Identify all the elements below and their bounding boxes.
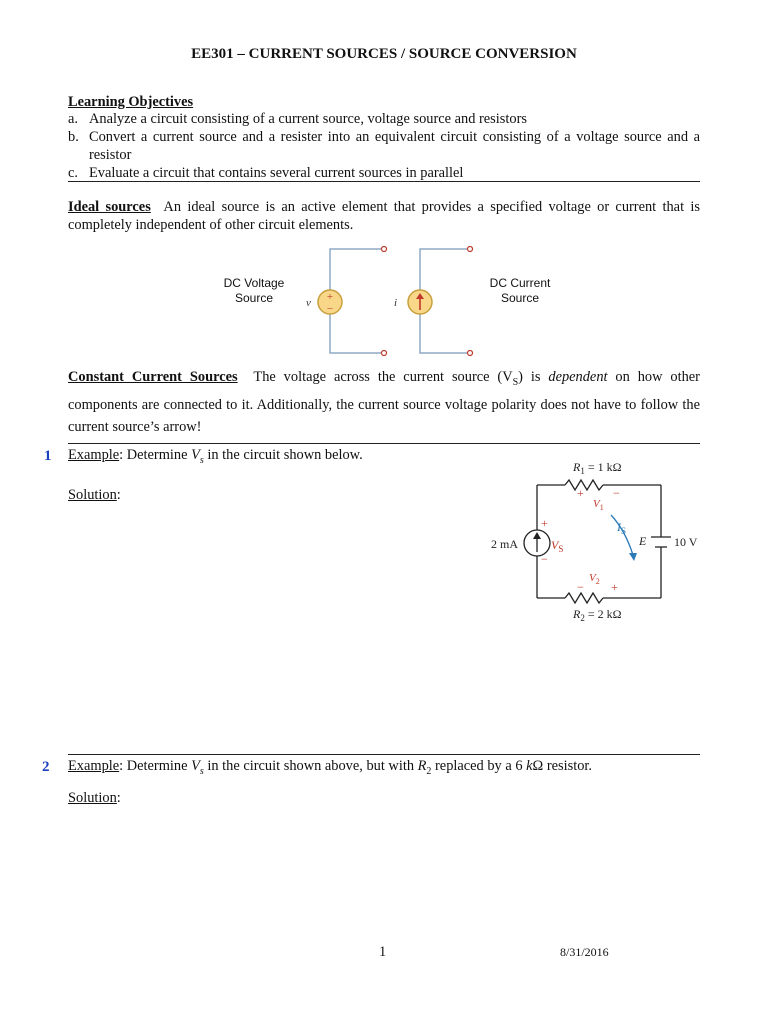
objective-marker: b.	[68, 129, 79, 145]
voltage-symbol: v	[306, 297, 311, 309]
example2-var: V	[191, 758, 200, 774]
example1-circuit	[485, 455, 715, 625]
example2-text-1: : Determine	[119, 758, 192, 774]
voltage-minus: −	[326, 303, 334, 315]
example1-var-sub: s	[199, 454, 204, 466]
example2-solution	[68, 789, 121, 807]
example2-unit: Ω	[532, 758, 544, 774]
example2-r-sub: 2	[426, 765, 432, 777]
example-label: Example	[68, 447, 120, 463]
dc-voltage-label-line2: Source	[234, 291, 274, 305]
v2-minus: −	[577, 580, 584, 594]
example2-text-3: replaced by a 6	[431, 758, 527, 774]
example2-r: R	[417, 758, 427, 774]
example1-var: V	[191, 447, 200, 463]
vs-label: $V_S$	[551, 538, 564, 554]
objective-c	[68, 164, 700, 182]
v1-label: $V_1$	[593, 498, 604, 512]
arrow-up-icon	[533, 532, 541, 539]
solution-label: Solution	[68, 790, 117, 806]
objective-text: Analyze a circuit consisting of a current source, voltage source and resistors	[89, 111, 527, 127]
dc-current-label-line2: Source	[500, 291, 540, 305]
example-number: 1	[44, 448, 52, 464]
example1-text-2: in the circuit shown below.	[203, 447, 363, 463]
v2-plus: +	[611, 580, 618, 594]
objective-text: Evaluate a circuit that contains several current sources in parallel	[89, 165, 464, 181]
dc-voltage-label-line1: DC Voltage	[223, 276, 285, 290]
objectives-heading: Learning Objectives	[68, 94, 194, 110]
current-arrow-icon	[629, 553, 637, 561]
objective-a	[68, 110, 700, 128]
vs-minus: −	[541, 552, 548, 566]
example2-var-sub: s	[199, 765, 204, 777]
example2-text-4: resistor.	[543, 758, 592, 774]
dc-current-label-line1: DC Current	[489, 276, 551, 290]
e-label: E	[639, 534, 647, 548]
r1-label: $R_1 = 1$ kΩ	[573, 460, 622, 476]
constant-emph: dependent	[548, 369, 608, 385]
constant-current-paragraph	[68, 366, 700, 438]
example2-statement	[68, 757, 592, 781]
example-number: 2	[42, 759, 50, 775]
source-value: 2 mA	[491, 537, 518, 551]
divider	[68, 181, 700, 182]
divider	[68, 443, 700, 444]
terminal-node	[382, 247, 387, 252]
terminal-node	[468, 351, 473, 356]
dc-current-label	[478, 276, 562, 306]
voltage-plus: +	[326, 291, 334, 303]
example1-statement	[68, 446, 363, 470]
current-symbol: i	[394, 297, 398, 309]
solution-colon: :	[116, 487, 121, 503]
divider	[68, 754, 700, 755]
example1-text-1: : Determine	[119, 447, 192, 463]
v1-minus: −	[613, 486, 620, 500]
footer-date: 8/31/2016	[560, 945, 609, 959]
example2-text-2: in the circuit shown above, but with	[203, 758, 418, 774]
solution-colon: :	[116, 790, 121, 806]
v1-plus: +	[577, 486, 584, 500]
ideal-sources-diagram	[290, 240, 490, 360]
solution-label: Solution	[68, 487, 117, 503]
e-value: 10 V	[674, 535, 698, 549]
objective-text: Convert a current source and a resister into an equivalent circuit consisting of a voltage source and a resistor	[89, 129, 700, 163]
terminal-node	[468, 247, 473, 252]
page-number: 1	[379, 944, 387, 960]
dc-voltage-label	[212, 276, 296, 306]
objective-marker: c.	[68, 165, 78, 181]
objective-b	[68, 128, 700, 164]
example2-unit-k: k	[526, 758, 533, 774]
constant-current-heading: Constant Current Sources	[68, 369, 238, 385]
ideal-sources-text: An ideal source is an active element that provides a specified voltage or current that is completely independent of other circuit elements.	[68, 199, 700, 233]
example-label: Example	[68, 758, 120, 774]
ideal-sources-paragraph	[68, 198, 700, 234]
r2-label: $R_2 = 2$ kΩ	[573, 607, 622, 623]
constant-text-3: on how other components are connected to it. Additionally, the current source voltage polarity does not have to follow the current source’s arrow!	[68, 369, 700, 435]
vs-plus: +	[541, 516, 548, 530]
constant-text-2: ) is	[518, 369, 549, 385]
constant-text-1: The voltage across the current source (V	[253, 369, 513, 385]
constant-sub: S	[512, 376, 519, 388]
objectives-list	[68, 110, 700, 182]
ideal-sources-heading: Ideal sources	[68, 199, 151, 215]
is-label: $I_S$	[617, 520, 627, 536]
example1-solution	[68, 486, 121, 504]
objective-marker: a.	[68, 111, 78, 127]
terminal-node	[382, 351, 387, 356]
page-title: EE301 – CURRENT SOURCES / SOURCE CONVERSION	[191, 46, 577, 62]
v2-label: $V_2$	[589, 572, 600, 586]
